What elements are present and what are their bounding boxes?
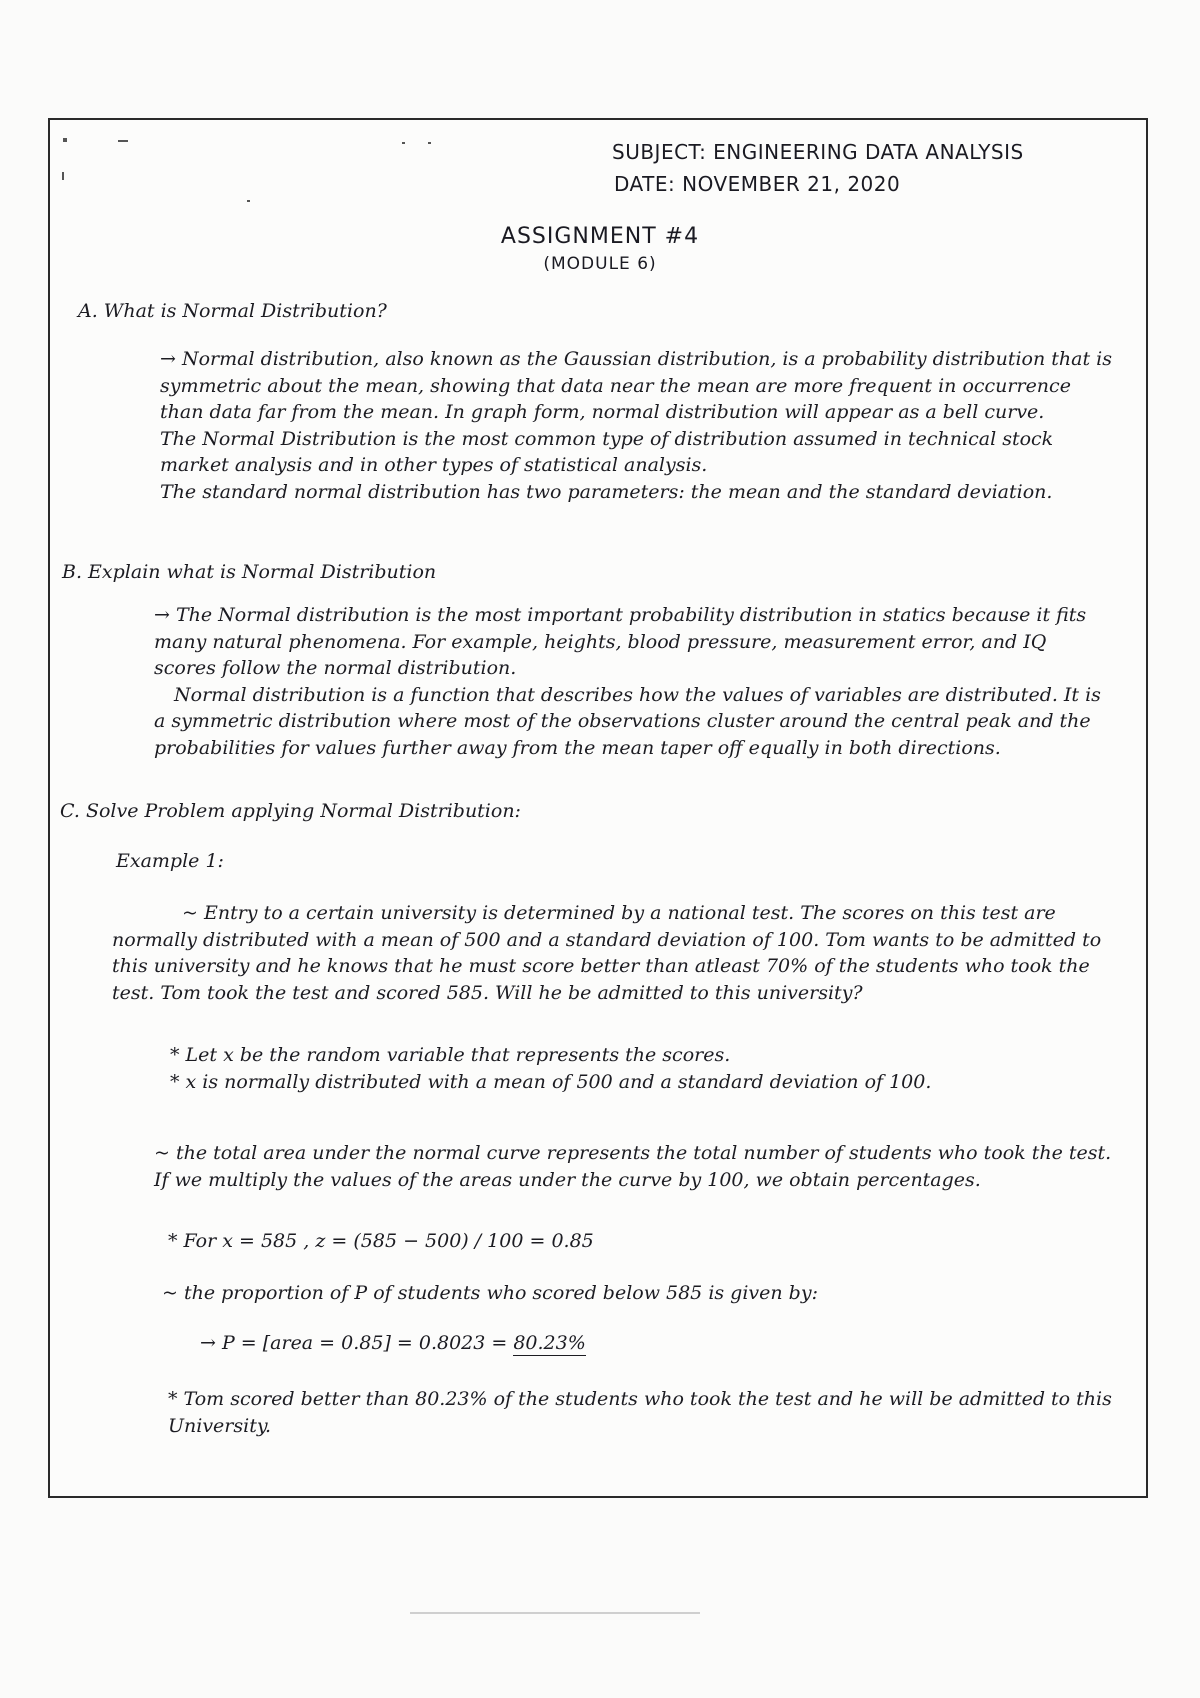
scan-smudge [410,1612,700,1614]
question-b: B. Explain what is Normal Distribution [62,561,437,583]
assignment-title: ASSIGNMENT #4 [500,224,700,249]
probability-result [200,1332,586,1354]
pen-mark [428,142,431,144]
probability-expression: → P = [area = 0.85] = 0.8023 = [200,1332,508,1354]
pen-mark [247,200,250,202]
question-a: A. What is Normal Distribution? [78,300,387,322]
pen-mark [62,172,64,180]
probability-answer: 80.23% [513,1332,586,1354]
answer-a [160,346,1120,505]
answer-b-paragraph-2: Normal distribution is a function that describes how the values of variables are distributed. It is a symmetric distribution where most of the observations cluster around the central peak and the probabilities for values further away from the mean taper off equally in both directions. [154,683,1101,759]
answer-a-paragraph-3: The standard normal distribution has two parameters: the mean and the standard deviation. [160,480,1053,503]
answer-a-paragraph-2: The Normal Distribution is the most common type of distribution assumed in technical stock market analysis and in other types of statistical analysis. [160,427,1054,476]
proportion-statement: ~ the proportion of P of students who scored below 585 is given by: [162,1282,818,1304]
example-problem: ~ Entry to a certain university is determined by a national test. The scores on this test are normally distributed with a mean of 500 and a standard deviation of 100. Tom wants to be admitted to this university and he knows that he must score better than atleast 70% of the students who took the test. Tom took the test and scored 585. Will he be admitted to this university? [112,902,1102,1004]
conclusion: * Tom scored better than 80.23% of the students who took the test and he will be admitted to this University. [168,1388,1112,1437]
subject-line: SUBJECT: ENGINEERING DATA ANALYSIS [612,140,1024,164]
given-bullet-1: * Let x be the random variable that represents the scores. [170,1044,731,1066]
date-line: DATE: NOVEMBER 21, 2020 [614,172,901,196]
given-list [170,1042,1100,1095]
area-note: ~ the total area under the normal curve represents the total number of students who took the test. If we multiply the values of the areas under the curve by 100, we obtain percentages. [154,1142,1112,1191]
pen-mark [118,140,128,142]
pen-mark [63,138,67,142]
answer-b [154,602,1114,761]
answer-a-paragraph-1: → Normal distribution, also known as the Gaussian distribution, is a probability distribution that is symmetric about the mean, showing that data near the mean are more frequent in occurrence than data far from the mean. In graph form, normal distribution will appear as a bell curve. [160,348,1112,423]
module-subtitle: (MODULE 6) [543,254,657,274]
example-label: Example 1: [116,850,224,872]
pen-mark [402,142,405,144]
given-bullet-2: * x is normally distributed with a mean of 500 and a standard deviation of 100. [170,1070,932,1093]
question-c: C. Solve Problem applying Normal Distribution: [60,800,521,822]
page-border [48,118,1148,1498]
z-score-formula: * For x = 585 , z = (585 − 500) / 100 = 0.85 [168,1230,594,1252]
answer-b-paragraph-1: → The Normal distribution is the most important probability distribution in statics because it fits many natural phenomena. For example, heights, blood pressure, measurement error, and IQ scores follow the normal distribution. [154,604,1087,679]
